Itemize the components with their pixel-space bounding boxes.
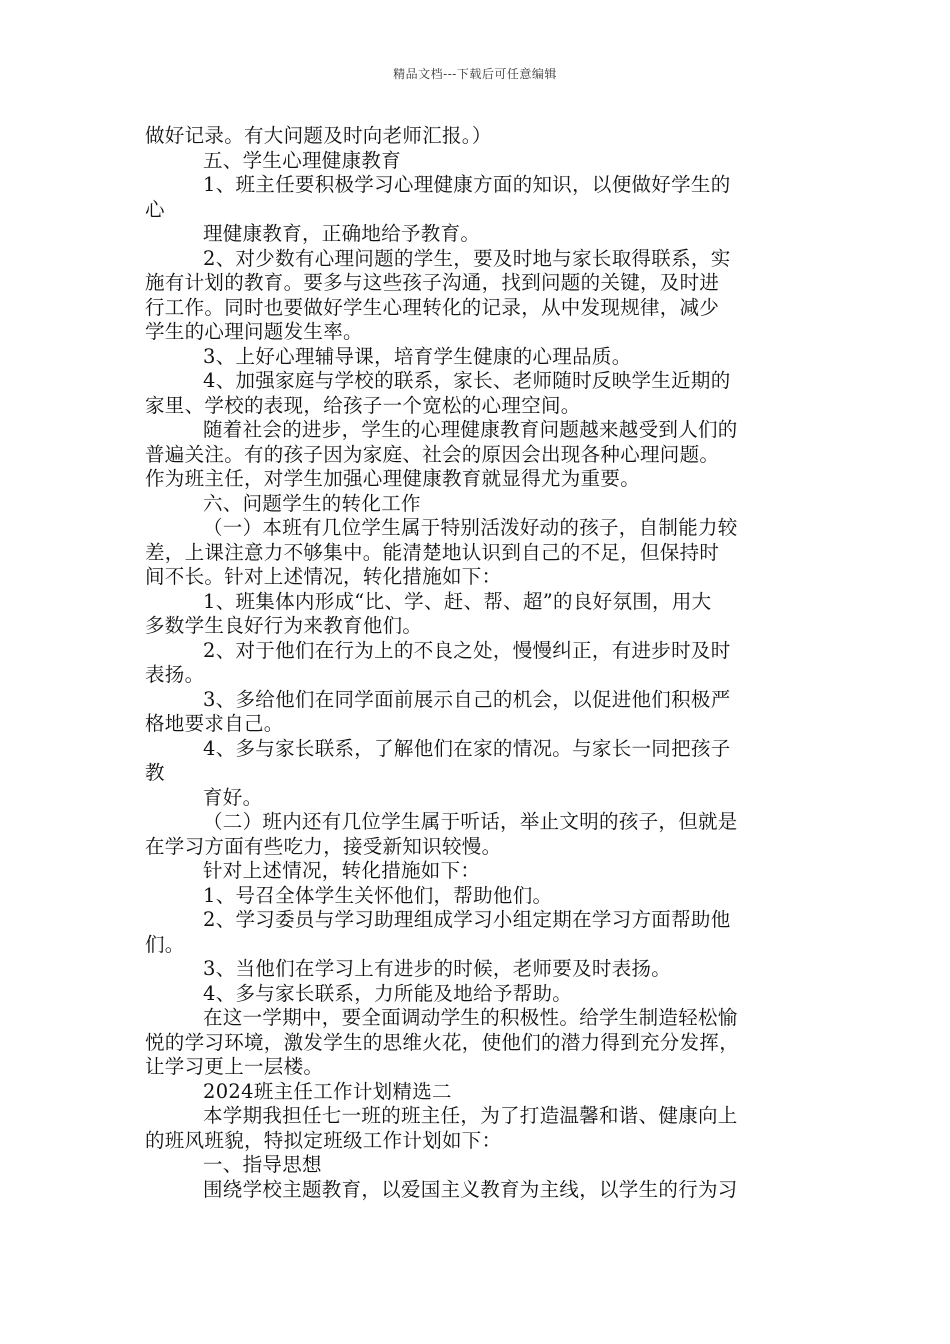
text-line: 3、多给他们在同学面前展示自己的机会，以促进他们积极严 — [203, 687, 731, 711]
text-line: 在学习方面有些吃力，接受新知识较慢。 — [145, 834, 502, 858]
text-line: 间不长。针对上述情况，转化措施如下： — [145, 565, 502, 588]
text-line: 行工作。同时也要做好学生心理转化的记录，从中发现规律，减少 — [145, 295, 720, 319]
text-line: 3、当他们在学习上有进步的时候，老师要及时表扬。 — [203, 957, 672, 980]
text-line: 随着社会的进步，学生的心理健康教育问题越来越受到人们的 — [203, 418, 738, 441]
text-line: 作为班主任，对学生加强心理健康教育就显得尤为重要。 — [145, 467, 641, 490]
text-line: 本学期我担任七一班的班主任，为了打造温馨和谐、健康向上 — [203, 1104, 738, 1127]
text-line: （一）本班有几位学生属于特别活泼好动的孩子，自制能力较 — [203, 516, 738, 539]
text-line: 针对上述情况，转化措施如下： — [203, 859, 481, 882]
text-line: 的班风班貌，特拟定班级工作计划如下： — [145, 1128, 502, 1152]
text-line: 2024班主任工作计划精选二 — [203, 1079, 452, 1103]
page-header: 精品文档---下载后可任意编辑 — [393, 67, 557, 81]
text-line: 4、多与家长联系，力所能及地给予帮助。 — [203, 981, 573, 1005]
text-line: 让学习更上一层楼。 — [145, 1055, 324, 1078]
text-line: 心 — [145, 197, 165, 221]
document-body — [145, 124, 813, 1202]
text-line: 做好记录。有大问题及时向老师汇报。） — [145, 124, 492, 147]
text-line: 学生的心理问题发生率。 — [145, 320, 363, 343]
text-line: 多数学生良好行为来教育他们。 — [145, 614, 423, 637]
text-line: 差，上课注意力不够集中。能清楚地认识到自己的不足，但保持时 — [145, 540, 720, 564]
text-line: 3、上好心理辅导课，培育学生健康的心理品质。 — [203, 344, 632, 368]
text-line: 家里、学校的表现，给孩子一个宽松的心理空间。 — [145, 393, 581, 417]
text-line: 一、指导思想 — [203, 1153, 322, 1176]
text-line: 1、班主任要积极学习心理健康方面的知识，以便做好学生的 — [203, 173, 731, 196]
text-line: 格地要求自己。 — [145, 712, 284, 735]
text-line: 们。 — [145, 932, 185, 956]
text-line: （二）班内还有几位学生属于听话，举止文明的孩子，但就是 — [203, 810, 738, 833]
text-line: 教 — [145, 761, 165, 784]
text-line: 4、加强家庭与学校的联系，家长、老师随时反映学生近期的 — [203, 369, 731, 392]
text-line: 悦的学习环境，激发学生的思维火花，使他们的潜力得到充分发挥， — [145, 1030, 740, 1054]
text-line: 1、班集体内形成“比、学、赶、帮、超”的良好氛围，用大 — [203, 589, 712, 613]
text-line: 在这一学期中，要全面调动学生的积极性。给学生制造轻松愉 — [203, 1006, 738, 1029]
text-line: 六、问题学生的转化工作 — [203, 491, 421, 515]
text-line: 育好。 — [203, 785, 263, 809]
text-line: 2、学习委员与学习助理组成学习小组定期在学习方面帮助他 — [203, 908, 731, 931]
text-line: 围绕学校主题教育，以爱国主义教育为主线，以学生的行为习 — [203, 1177, 738, 1201]
text-line: 2、对于他们在行为上的不良之处，慢慢纠正，有进步时及时 — [203, 638, 731, 662]
text-line: 1、号召全体学生关怀他们，帮助他们。 — [203, 883, 553, 907]
text-line: 施有计划的教育。要多与这些孩子沟通，找到问题的关键，及时进 — [145, 271, 720, 294]
text-line: 表扬。 — [145, 663, 205, 686]
text-line: 五、学生心理健康教育 — [203, 148, 402, 172]
text-line: 普遍关注。有的孩子因为家庭、社会的原因会出现各种心理问题。 — [145, 442, 720, 466]
text-line: 理健康教育，正确地给予教育。 — [203, 222, 481, 245]
text-line: 4、多与家长联系，了解他们在家的情况。与家长一同把孩子 — [203, 736, 731, 760]
text-line: 2、对少数有心理问题的学生，要及时地与家长取得联系，实 — [203, 246, 731, 270]
